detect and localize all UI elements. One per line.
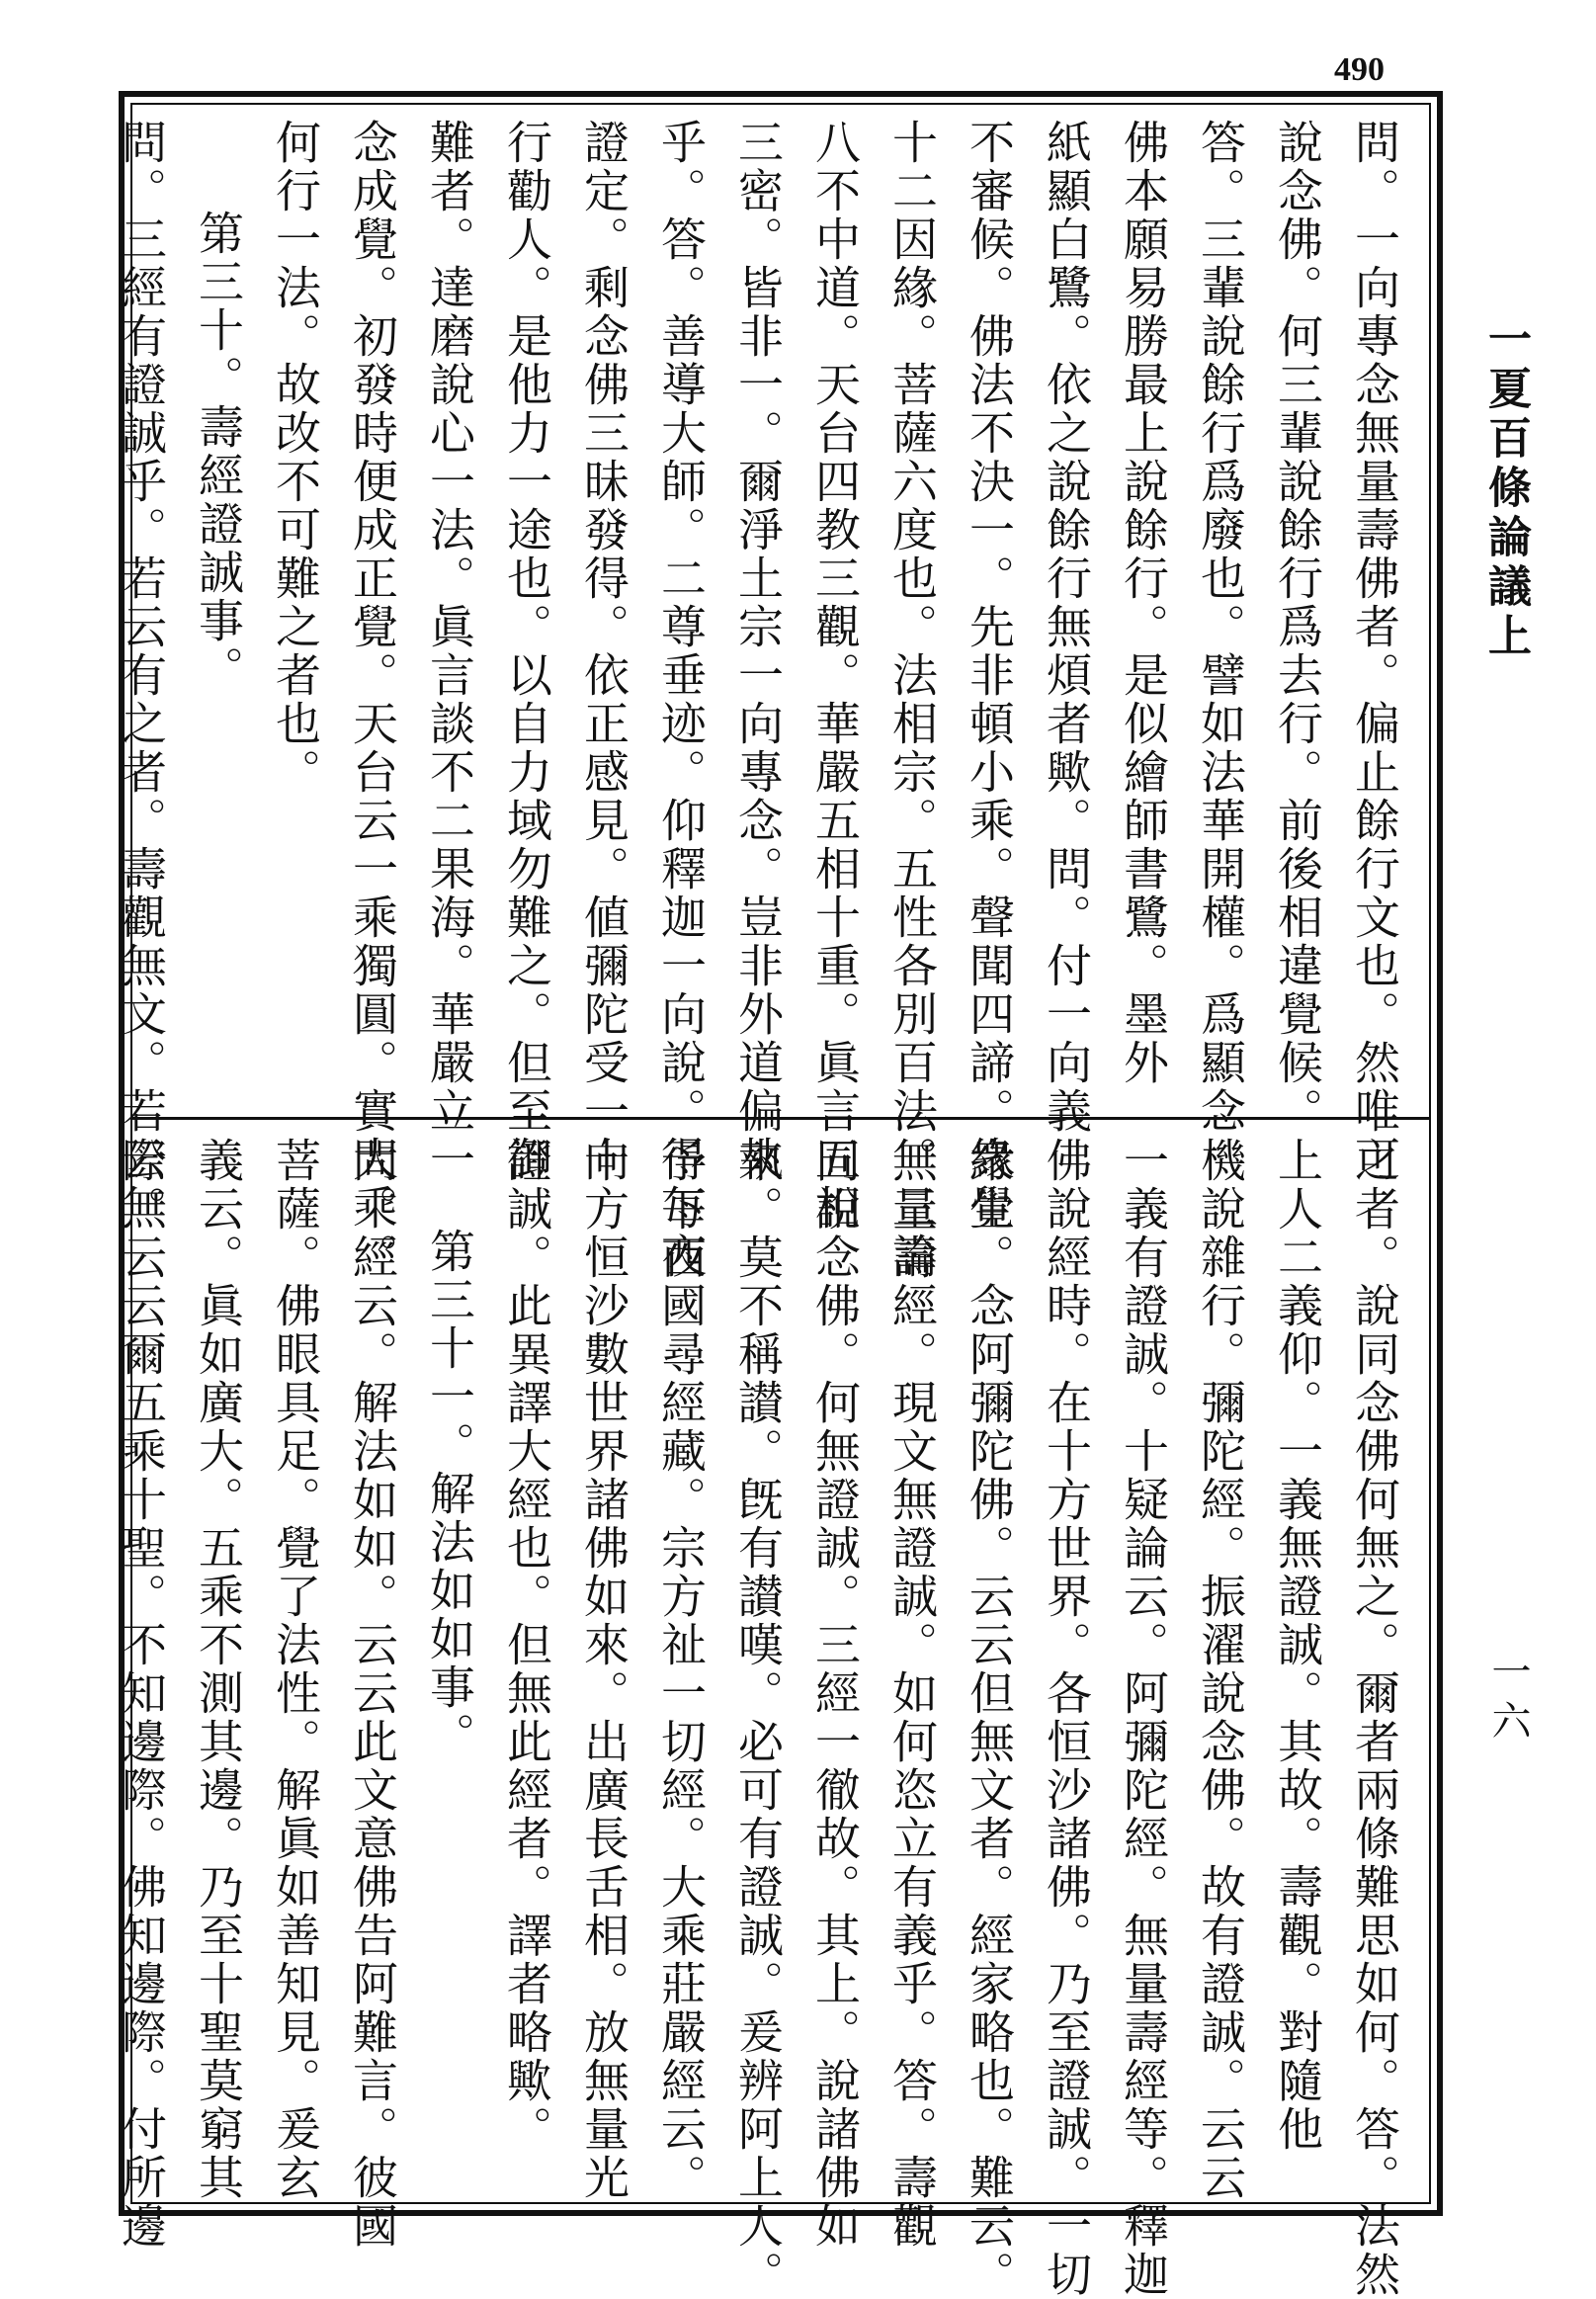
- text-column: 之者。說同念佛何無之。爾者兩條難思如何。答。法然: [1348, 1137, 1401, 2299]
- running-title: 一夏百條論議上: [1480, 316, 1531, 662]
- text-column: 佛說經時。在十方世界。各恒沙諸佛。乃至證誠。一切: [1040, 1137, 1093, 2299]
- text-column: 行勸人。是他力一途也。以自力域勿難之。但至御: [500, 119, 553, 1184]
- text-column: 衆生。念阿彌陀佛。云云但無文者。經家略也。難云。: [963, 1137, 1016, 2299]
- text-column: 念成覺。初發時便成正覺。天台云一乘獨圓。實大乘。: [346, 119, 399, 1281]
- text-column: 證誠。此異譯大經也。但無此經者。譯者略歟。: [500, 1137, 553, 2154]
- page-number: 490: [1334, 51, 1385, 88]
- text-column: 上人二義仰。一義無證誠。其故。壽觀。對隨他: [1271, 1137, 1324, 2154]
- text-column: 問。經云。解法如如。云云此文意佛告阿難言。彼國: [346, 1137, 399, 2251]
- text-column: 佛本願易勝最上說餘行。是似繪師書鷺。墨外: [1117, 119, 1170, 1087]
- folio-number: 一六: [1485, 1651, 1531, 1749]
- text-column: 難者。達磨說心一法。眞言談不二果海。華嚴立一: [423, 119, 476, 1184]
- text-column: 乎。答。善導大師。二尊垂迹。仰釋迦一向說。得每夜: [654, 119, 708, 1281]
- text-column: 問。三經有證誠乎。若云有之者。壽觀無文。若云無: [115, 119, 168, 1233]
- section-heading: 第三十。壽經證誠事。: [192, 210, 245, 694]
- text-column: 菩薩。佛眼具足。覺了法性。解眞如善知見。爰玄: [269, 1137, 322, 2202]
- text-column: 說念佛。何三輩說餘行爲去行。前後相違覺候。: [1271, 119, 1324, 1136]
- text-column: 紙顯白鷺。依之說餘行無煩者歟。問。付一向義: [1040, 119, 1093, 1136]
- top-text-block: [115, 119, 1413, 1281]
- text-column: 何行一法。故改不可難之者也。: [269, 119, 322, 797]
- section-heading: 第三十一。解法如如事。: [423, 1228, 476, 1760]
- text-column: 同說念佛。何無證誠。三經一徹故。其上。說諸佛如: [808, 1137, 862, 2251]
- text-column: 十二因緣。菩薩六度也。法相宗。五性各別百法。三論: [885, 119, 939, 1281]
- text-column: 八不中道。天台四教三觀。華嚴五相十重。眞言五相: [808, 119, 862, 1233]
- text-column: 義云。眞如廣大。五乘不測其邊。乃至十聖莫窮其: [192, 1137, 245, 2202]
- bottom-text-block: [115, 1137, 1413, 2299]
- text-column: 不審候。佛法不決一。先非頓小乘。聲聞四諦。緣覺: [963, 119, 1016, 1233]
- text-column: 答。三輩說餘行爲廢也。譬如法華開權。爲顯念: [1194, 119, 1247, 1136]
- text-column: 無量壽經。現文無證誠。如何恣立有義乎。答。壽觀: [885, 1137, 939, 2251]
- text-column: 一義有證誠。十疑論云。阿彌陀經。無量壽經等。釋迦: [1117, 1137, 1170, 2299]
- text-column: 十方恒沙數世界諸佛如來。出廣長舌相。放無量光: [577, 1137, 630, 2202]
- text-column: 予下西國尋經藏。宗方祉一切經。大乘莊嚴經云。: [654, 1137, 708, 2202]
- text-column: 來。莫不稱讃。旣有讃嘆。必可有證誠。爰辨阿上人。: [731, 1137, 785, 2299]
- text-column: 證定。剩念佛三昧發得。依正感見。値彌陀受一向: [577, 119, 630, 1184]
- text-column: 問。一向專念無量壽佛者。偏止餘行文也。然唯可: [1348, 119, 1401, 1184]
- text-column: 際。云云爾五乘十聖。不知邊際。佛知邊際。付所邊: [115, 1137, 168, 2251]
- text-column: 三密。皆非一。爾淨土宗一向專念。豈非外道偏執: [731, 119, 785, 1184]
- text-column: 機說雜行。彌陀經。振濯說念佛。故有證誠。云云: [1194, 1137, 1247, 2202]
